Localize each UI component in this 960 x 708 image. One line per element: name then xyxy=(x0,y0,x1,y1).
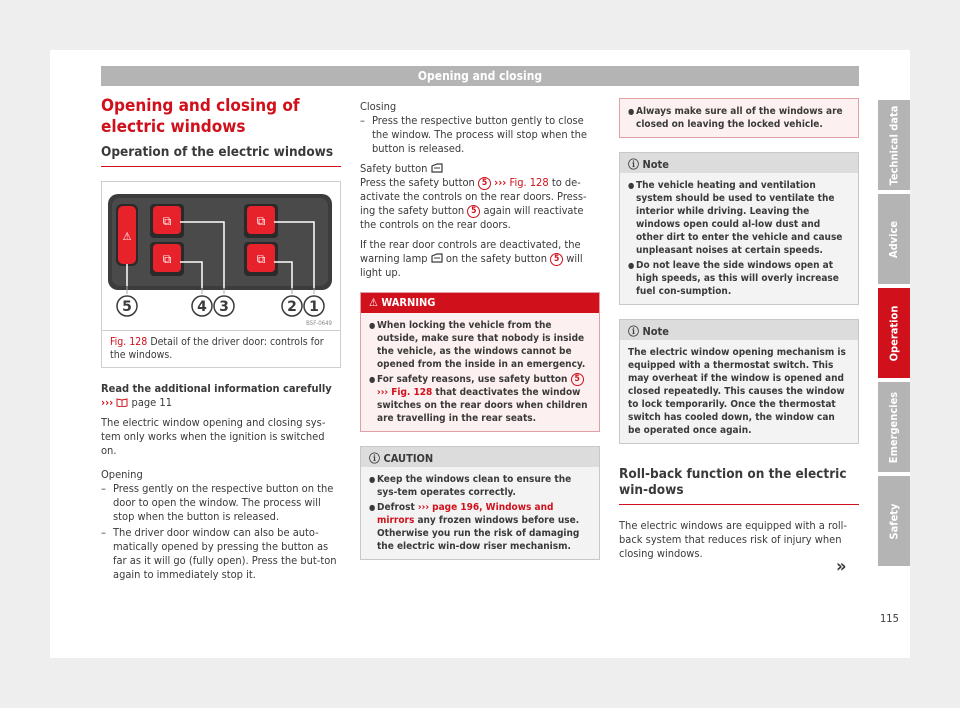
tab-emergencies[interactable] xyxy=(878,382,910,472)
read-more xyxy=(101,382,341,410)
tab-technical-data[interactable] xyxy=(878,100,910,190)
arrow-icon: ››› xyxy=(101,396,114,409)
read-more-text: Read the additional information carefully xyxy=(101,382,332,395)
xref-arrow: ››› xyxy=(494,176,507,189)
safety-p1-b: to de-activate the controls on the rear doors. Press-ing the safety button xyxy=(360,176,587,217)
opening-item-1: – Press gently on the respective button on the door to open the window. The process will stop when the button is released. xyxy=(101,482,341,524)
caution-item-2 xyxy=(369,501,591,553)
safety-paragraph-2 xyxy=(360,238,600,280)
page-number: 115 xyxy=(880,612,899,625)
figure-128 xyxy=(101,181,341,368)
chapter-tabs xyxy=(878,100,910,570)
page-xref[interactable]: page 196, Windows and mirrors xyxy=(377,502,554,526)
note-title-2: Note xyxy=(642,325,669,338)
note-title-1: Note xyxy=(642,158,669,171)
caution-box xyxy=(360,446,600,560)
callout-ref-5: 5 xyxy=(550,253,563,266)
note-icon: ⓘ xyxy=(628,158,639,171)
figure-xref[interactable]: Fig. 128 xyxy=(509,176,549,189)
opening-heading: Opening xyxy=(101,468,143,481)
svg-text:⧉: ⧉ xyxy=(162,252,172,266)
note-body-2: The electric window opening mechanism is equipped with a thermostat switch. This may overheat if the window is opened and closed repeatedly. This causes the window to lock temporarily. Once the thermostat switch has cooled down, the window can be operated once again. xyxy=(628,347,846,436)
callout-ref-5: 5 xyxy=(478,177,491,190)
tab-label: Safety xyxy=(887,502,901,540)
safety-paragraph-1 xyxy=(360,176,600,232)
section-title: Opening and closing of electric windows xyxy=(101,96,300,137)
figure-label: Fig. 128 xyxy=(110,336,148,348)
caution-body xyxy=(361,467,599,559)
read-more-page[interactable]: page 11 xyxy=(131,396,173,409)
note-header-2 xyxy=(620,320,858,340)
callout-3: 3 xyxy=(219,299,229,315)
warning-item-1: ● When locking the vehicle from the outside, make sure that nobody is inside the vehicle, as the windows cannot be opened from the inside in an emergency. xyxy=(369,319,591,371)
note-body-1 xyxy=(620,173,858,304)
safety-p2-c: will light up. xyxy=(360,252,583,279)
figure-code: B5F-0649 xyxy=(306,320,332,327)
intro-paragraph: The electric window opening and closing sys-tem only works when the ignition is switched on. xyxy=(101,416,326,457)
note-1-item-2: ● Do not leave the side windows open at high speeds, as this will overly increase fuel con-sumption. xyxy=(628,259,850,298)
warning-continued-body xyxy=(620,99,858,137)
book-icon xyxy=(116,397,128,407)
callout-5: 5 xyxy=(122,299,132,315)
column-2 xyxy=(360,100,600,560)
safety-p2-a: If the rear door controls are deactivated, the warning lamp xyxy=(360,238,581,265)
tab-advice[interactable] xyxy=(878,194,910,284)
warning-box xyxy=(360,292,600,432)
safety-p1-c: again will reactivate the controls on the rear doors. xyxy=(360,204,584,231)
callout-4: 4 xyxy=(197,299,207,315)
tab-operation[interactable] xyxy=(878,288,910,378)
window-controls-illustration xyxy=(102,182,340,330)
figure-xref[interactable]: Fig. 128 xyxy=(391,387,433,398)
xref-arrow: ››› xyxy=(417,502,430,513)
svg-text:⧉: ⧉ xyxy=(162,214,172,228)
warning-header xyxy=(361,293,599,313)
warning-item-2 xyxy=(369,373,591,425)
caution-header xyxy=(361,447,599,467)
note-1-item-1: ● The vehicle heating and ventilation system should be used to ventilate the interior while driving. Leaving the windows open could al-low dust and other dirt to enter the vehicle and cause unpleasant noises at certain speeds. xyxy=(628,179,850,257)
figure-caption-text: Detail of the driver door: controls for the windows. xyxy=(110,336,324,361)
caution-title: CAUTION xyxy=(383,452,434,465)
warning-title: WARNING xyxy=(381,296,436,309)
tab-safety[interactable] xyxy=(878,476,910,566)
tab-label: Technical data xyxy=(887,105,901,185)
svg-text:⧉: ⧉ xyxy=(256,252,266,266)
callout-ref-5: 5 xyxy=(571,373,584,386)
warning-item-2-a: For safety reasons, use safety button xyxy=(377,374,568,385)
closing-heading: Closing xyxy=(360,100,397,113)
tab-label: Operation xyxy=(887,305,901,361)
svg-text:⚠: ⚠ xyxy=(122,230,132,243)
column-1 xyxy=(101,96,341,582)
tab-label: Emergencies xyxy=(887,391,901,463)
running-header: Opening and closing xyxy=(101,66,859,86)
warning-item-2-b: that deactivates the window switches on the rear doors when children are travelling in the rear seats. xyxy=(377,387,588,424)
svg-text:⧉: ⧉ xyxy=(256,214,266,228)
caution-icon: ⓘ xyxy=(369,452,380,465)
note-box-1 xyxy=(619,152,859,305)
opening-item-2: – The driver door window can also be auto-matically opened by pressing the button as far as it will go (fully open). Press the but-ton again to immediately stop it. xyxy=(101,526,341,582)
safety-heading xyxy=(360,162,600,176)
window-lock-icon xyxy=(431,163,443,173)
callout-2: 2 xyxy=(287,299,297,315)
closing-item: – Press the respective button gently to close the window. The process will stop when the button is released. xyxy=(360,114,600,156)
subsection-title: Operation of the electric windows xyxy=(101,144,341,167)
note-icon: ⓘ xyxy=(628,325,639,338)
xref-arrow: ››› xyxy=(377,387,389,398)
rollback-text: The electric windows are equipped with a roll-back system that reduces risk of injury when closing windows. xyxy=(619,519,847,560)
figure-caption xyxy=(102,330,340,367)
column-3 xyxy=(619,98,859,561)
warning-lamp-icon xyxy=(431,253,443,263)
rollback-heading: Roll-back function on the electric win-dows xyxy=(619,466,859,505)
warning-continued-box xyxy=(619,98,859,138)
tab-label: Advice xyxy=(887,220,901,258)
caution-item-2-a: Defrost xyxy=(377,502,415,513)
note-header-1 xyxy=(620,153,858,173)
warning-icon: ⚠ xyxy=(369,296,378,309)
callout-ref-5: 5 xyxy=(467,205,480,218)
caution-item-2-b: any frozen windows before use. Otherwise you run the risk of damaging the electric win-dow riser mechanism. xyxy=(377,515,580,552)
continue-mark: » xyxy=(836,556,847,577)
callout-1: 1 xyxy=(309,299,319,315)
safety-heading-text: Safety button xyxy=(360,162,428,175)
safety-p1-a: Press the safety button xyxy=(360,176,475,189)
safety-p2-b: on the safety button xyxy=(445,252,547,265)
warning-continued-item: ● Always make sure all of the windows are closed on leaving the locked vehicle. xyxy=(628,105,850,131)
figure-image xyxy=(102,182,340,330)
note-box-2 xyxy=(619,319,859,444)
caution-item-1: ● Keep the windows clean to ensure the sys-tem operates correctly. xyxy=(369,473,591,499)
warning-body xyxy=(361,313,599,431)
